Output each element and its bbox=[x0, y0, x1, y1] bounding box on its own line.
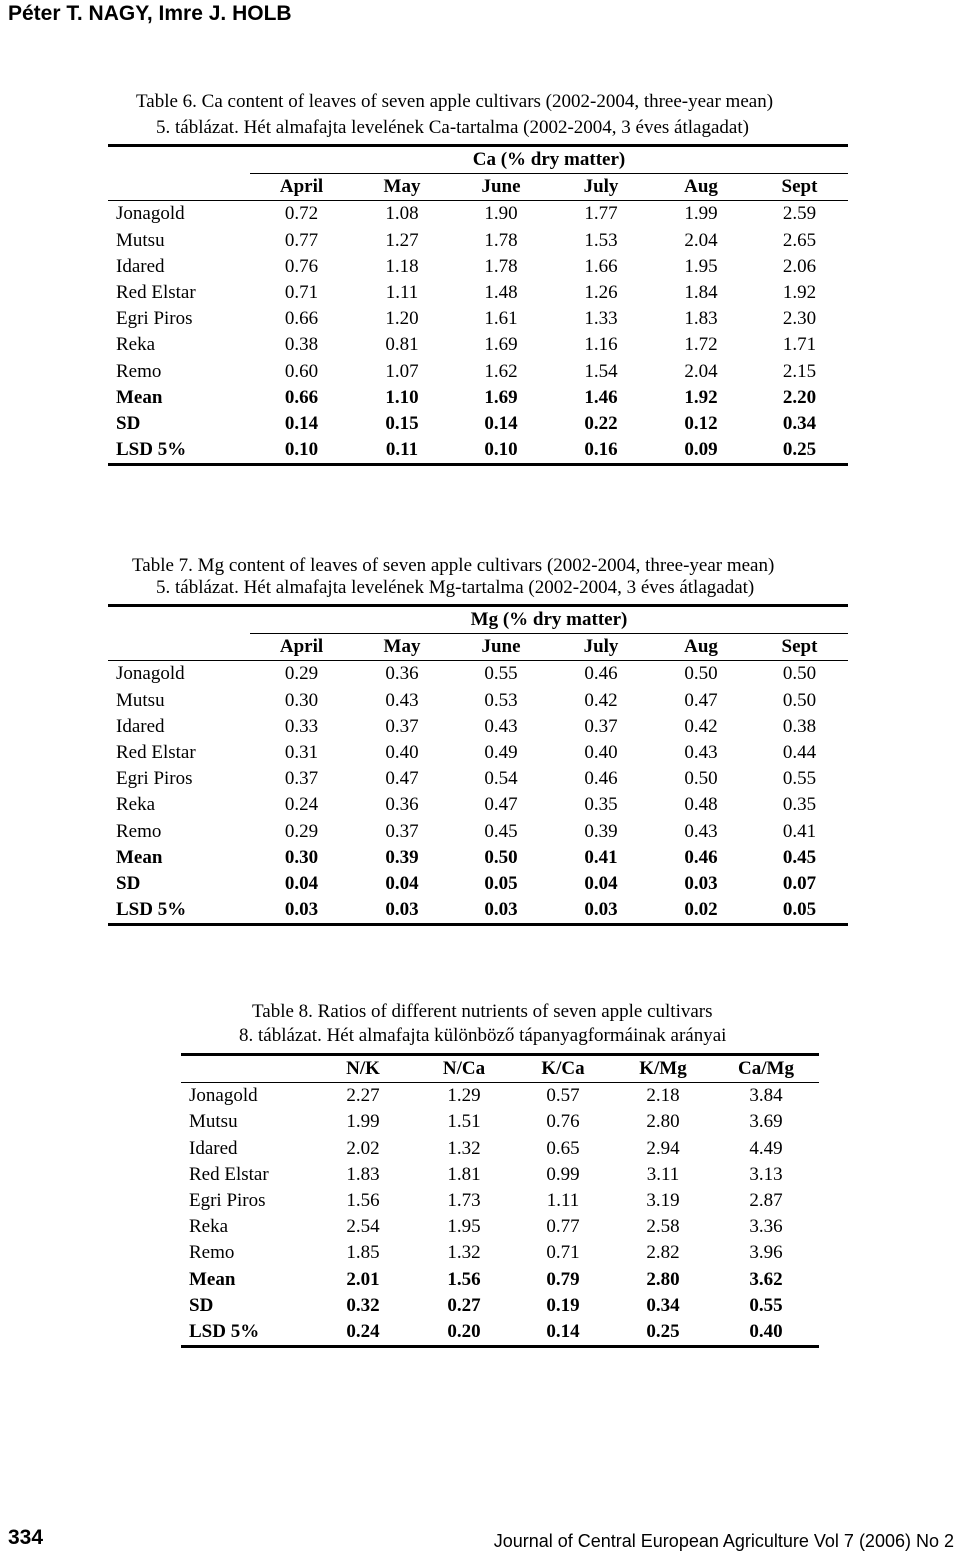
table-cell: 1.73 bbox=[447, 1190, 481, 1212]
table-cell: 1.95 bbox=[447, 1216, 481, 1238]
table-cell: 0.04 bbox=[284, 872, 319, 894]
table-cell: 0.12 bbox=[684, 412, 718, 434]
table-cell: 0.71 bbox=[284, 282, 319, 304]
table-cell: 0.14 bbox=[284, 412, 319, 434]
table-cell: 0.45 bbox=[782, 846, 817, 868]
table-row bbox=[181, 1083, 819, 1110]
table-cell: 2.82 bbox=[646, 1242, 680, 1264]
table-cell: 1.48 bbox=[484, 282, 518, 304]
table-cell: 1.26 bbox=[584, 282, 618, 304]
table-cell: 2.27 bbox=[346, 1085, 380, 1107]
table7 bbox=[108, 604, 848, 926]
table-cell: 0.16 bbox=[551, 437, 651, 465]
table-cell: 1.07 bbox=[385, 360, 419, 382]
table-cell: 0.55 bbox=[749, 1294, 783, 1316]
table-row bbox=[108, 871, 848, 897]
table-cell: 0.50 bbox=[684, 663, 718, 685]
table-cell: 1.77 bbox=[584, 203, 618, 225]
table-cell: 1.83 bbox=[684, 308, 718, 330]
row-label: SD bbox=[116, 412, 141, 434]
table-cell: 0.20 bbox=[415, 1319, 513, 1347]
table-row bbox=[108, 740, 848, 766]
column-header: Aug bbox=[651, 634, 751, 661]
table-cell: 0.46 bbox=[584, 663, 618, 685]
table-cell: 0.29 bbox=[284, 820, 319, 842]
corner-cell bbox=[108, 634, 250, 661]
column-header: Sept bbox=[751, 174, 848, 201]
table-cell: 0.34 bbox=[646, 1294, 680, 1316]
table-cell: 0.41 bbox=[782, 820, 817, 842]
table6 bbox=[108, 144, 848, 466]
table-cell: 1.33 bbox=[584, 308, 618, 330]
row-label: Jonagold bbox=[116, 663, 185, 685]
table-cell: 0.33 bbox=[284, 715, 319, 737]
table-cell: 0.03 bbox=[353, 897, 451, 925]
row-label: Jonagold bbox=[189, 1085, 258, 1107]
table-cell: 1.84 bbox=[684, 282, 718, 304]
table-cell: 1.72 bbox=[684, 334, 718, 356]
table-cell: 1.20 bbox=[385, 308, 419, 330]
row-label: SD bbox=[189, 1294, 214, 1316]
table-cell: 0.50 bbox=[684, 768, 718, 790]
table-cell: 0.77 bbox=[546, 1216, 580, 1238]
corner-cell bbox=[181, 1055, 311, 1083]
table-cell: 1.66 bbox=[584, 255, 618, 277]
column-header: April bbox=[250, 174, 353, 201]
table-cell: 0.46 bbox=[584, 768, 618, 790]
table-cell: 0.48 bbox=[684, 794, 718, 816]
table-cell: 0.37 bbox=[584, 715, 618, 737]
journal-footer: Journal of Central European Agriculture Vol 7 (2006) No 2 bbox=[493, 1531, 954, 1551]
group-header: Ca (% dry matter) bbox=[250, 146, 848, 174]
table-row bbox=[181, 1136, 819, 1162]
table-cell: 1.69 bbox=[484, 386, 518, 408]
row-label: Remo bbox=[189, 1242, 235, 1264]
table-cell: 1.18 bbox=[385, 255, 419, 277]
table-cell: 0.53 bbox=[484, 689, 518, 711]
table-cell: 2.80 bbox=[646, 1268, 680, 1290]
group-header-row bbox=[108, 146, 848, 174]
row-label: LSD 5% bbox=[108, 437, 250, 465]
table-cell: 0.30 bbox=[284, 846, 319, 868]
table-cell: 0.37 bbox=[385, 715, 419, 737]
table-cell: 0.32 bbox=[346, 1294, 380, 1316]
table-row bbox=[108, 228, 848, 254]
table-cell: 1.08 bbox=[385, 203, 419, 225]
table-cell: 0.35 bbox=[782, 794, 817, 816]
table-cell: 0.10 bbox=[250, 437, 353, 465]
table7-caption-en: Table 7. Mg content of leaves of seven apple cultivars (2002-2004, three-year mean) bbox=[132, 555, 775, 576]
running-header-authors: Péter T. NAGY, Imre J. HOLB bbox=[8, 2, 292, 25]
table-cell: 2.59 bbox=[782, 203, 817, 225]
table-row bbox=[108, 385, 848, 411]
table-cell: 0.60 bbox=[284, 360, 319, 382]
table-cell: 0.36 bbox=[385, 663, 419, 685]
table-cell: 0.79 bbox=[546, 1268, 580, 1290]
table-cell: 0.72 bbox=[284, 203, 319, 225]
table-cell: 0.10 bbox=[451, 437, 551, 465]
row-label: SD bbox=[116, 872, 141, 894]
table-cell: 0.30 bbox=[284, 689, 319, 711]
table-cell: 1.56 bbox=[346, 1190, 380, 1212]
table-cell: 0.65 bbox=[546, 1137, 580, 1159]
row-label: Red Elstar bbox=[116, 742, 196, 764]
row-label: Red Elstar bbox=[189, 1163, 269, 1185]
row-label: Remo bbox=[116, 820, 162, 842]
table-cell: 0.66 bbox=[284, 308, 319, 330]
row-label: Reka bbox=[116, 794, 156, 816]
table-cell: 2.18 bbox=[646, 1085, 680, 1107]
table-cell: 3.96 bbox=[749, 1242, 783, 1264]
table-cell: 0.44 bbox=[782, 742, 817, 764]
table-cell: 1.71 bbox=[782, 334, 817, 356]
row-label: Jonagold bbox=[116, 203, 185, 225]
table-cell: 0.09 bbox=[651, 437, 751, 465]
table-cell: 1.46 bbox=[584, 386, 618, 408]
table-cell: 1.51 bbox=[447, 1111, 481, 1133]
table-cell: 0.22 bbox=[584, 412, 618, 434]
column-header: June bbox=[451, 634, 551, 661]
table-row bbox=[108, 792, 848, 818]
row-label: Reka bbox=[189, 1216, 229, 1238]
row-label: LSD 5% bbox=[181, 1319, 311, 1347]
table-cell: 0.40 bbox=[713, 1319, 819, 1347]
table-cell: 0.50 bbox=[782, 689, 817, 711]
table-row bbox=[108, 766, 848, 792]
column-header: May bbox=[353, 634, 451, 661]
column-header: July bbox=[551, 634, 651, 661]
table-cell: 3.62 bbox=[749, 1268, 783, 1290]
table-cell: 1.83 bbox=[346, 1163, 380, 1185]
table-row bbox=[108, 201, 848, 228]
table-cell: 0.29 bbox=[284, 663, 319, 685]
table-row bbox=[108, 845, 848, 871]
table-row bbox=[108, 411, 848, 437]
column-header-row bbox=[181, 1055, 819, 1083]
row-label: Egri Piros bbox=[189, 1190, 266, 1212]
table-row bbox=[108, 306, 848, 332]
table-cell: 1.90 bbox=[484, 203, 518, 225]
table-cell: 4.49 bbox=[749, 1137, 783, 1159]
table-cell: 0.04 bbox=[385, 872, 419, 894]
table-cell: 0.31 bbox=[284, 742, 319, 764]
row-label: Mean bbox=[116, 846, 163, 868]
table-cell: 0.55 bbox=[484, 663, 518, 685]
column-header: K/Mg bbox=[613, 1055, 713, 1083]
table-row bbox=[181, 1267, 819, 1293]
table-cell: 1.61 bbox=[484, 308, 518, 330]
table-cell: 2.58 bbox=[646, 1216, 680, 1238]
table-cell: 1.92 bbox=[782, 282, 817, 304]
row-label: Mutsu bbox=[116, 689, 165, 711]
corner-cell bbox=[108, 606, 250, 634]
table-cell: 0.24 bbox=[284, 794, 319, 816]
table-cell: 2.65 bbox=[782, 229, 817, 251]
table-cell: 0.40 bbox=[584, 742, 618, 764]
table-cell: 1.53 bbox=[584, 229, 618, 251]
table-cell: 0.39 bbox=[584, 820, 618, 842]
table-cell: 2.87 bbox=[749, 1190, 783, 1212]
table-cell: 1.99 bbox=[346, 1111, 380, 1133]
table-row bbox=[181, 1319, 819, 1347]
table-row bbox=[181, 1293, 819, 1319]
table6-caption-en: Table 6. Ca content of leaves of seven apple cultivars (2002-2004, three-year mean) bbox=[136, 91, 774, 112]
table-cell: 0.47 bbox=[684, 689, 718, 711]
table-cell: 1.11 bbox=[385, 282, 419, 304]
table-cell: 0.39 bbox=[385, 846, 419, 868]
table-cell: 0.34 bbox=[782, 412, 817, 434]
table-cell: 0.37 bbox=[284, 768, 319, 790]
table-cell: 0.35 bbox=[584, 794, 618, 816]
table-cell: 1.27 bbox=[385, 229, 419, 251]
row-label: Remo bbox=[116, 360, 162, 382]
row-label: Egri Piros bbox=[116, 768, 193, 790]
table-row bbox=[108, 254, 848, 280]
table-cell: 1.54 bbox=[584, 360, 618, 382]
table-cell: 1.92 bbox=[684, 386, 718, 408]
column-header: Aug bbox=[651, 174, 751, 201]
table-cell: 0.36 bbox=[385, 794, 419, 816]
column-header: May bbox=[353, 174, 451, 201]
table-row bbox=[181, 1162, 819, 1188]
table-cell: 2.06 bbox=[782, 255, 817, 277]
table-cell: 0.15 bbox=[385, 412, 419, 434]
table-row bbox=[181, 1109, 819, 1135]
table-cell: 0.41 bbox=[584, 846, 618, 868]
row-label: Mean bbox=[189, 1268, 236, 1290]
table-cell: 0.42 bbox=[584, 689, 618, 711]
table8-caption-en: Table 8. Ratios of different nutrients of seven apple cultivars bbox=[252, 1001, 713, 1022]
group-header: Mg (% dry matter) bbox=[250, 606, 848, 634]
table-cell: 0.42 bbox=[684, 715, 718, 737]
table-cell: 2.30 bbox=[782, 308, 817, 330]
column-header-row bbox=[108, 174, 848, 201]
table-cell: 2.01 bbox=[346, 1268, 380, 1290]
table-cell: 3.69 bbox=[749, 1111, 783, 1133]
table7-caption-hu: 5. táblázat. Hét almafajta levelének Mg-tartalma (2002-2004, 3 éves átlagadat) bbox=[156, 577, 755, 598]
corner-cell bbox=[108, 146, 250, 174]
table-cell: 0.57 bbox=[546, 1085, 580, 1107]
table-cell: 0.04 bbox=[584, 872, 618, 894]
table-cell: 0.14 bbox=[513, 1319, 613, 1347]
table-row bbox=[108, 359, 848, 385]
row-label: Reka bbox=[116, 334, 156, 356]
table-cell: 0.43 bbox=[684, 820, 718, 842]
column-header: Ca/Mg bbox=[713, 1055, 819, 1083]
table-cell: 0.03 bbox=[684, 872, 718, 894]
row-label: Idared bbox=[189, 1137, 238, 1159]
table-cell: 0.45 bbox=[484, 820, 518, 842]
row-label: Egri Piros bbox=[116, 308, 193, 330]
table-cell: 0.81 bbox=[385, 334, 419, 356]
table-cell: 1.95 bbox=[684, 255, 718, 277]
table-cell: 0.25 bbox=[613, 1319, 713, 1347]
group-header-row bbox=[108, 606, 848, 634]
table-cell: 3.13 bbox=[749, 1163, 783, 1185]
table-cell: 0.37 bbox=[385, 820, 419, 842]
row-label: Red Elstar bbox=[116, 282, 196, 304]
table-cell: 2.04 bbox=[684, 360, 718, 382]
column-header: April bbox=[250, 634, 353, 661]
table8-caption-hu: 8. táblázat. Hét almafajta különböző tápanyagformáinak arányai bbox=[239, 1025, 727, 1046]
table-cell: 2.04 bbox=[684, 229, 718, 251]
column-header: N/K bbox=[311, 1055, 415, 1083]
table-cell: 0.43 bbox=[484, 715, 518, 737]
table-cell: 0.46 bbox=[684, 846, 718, 868]
table-cell: 0.54 bbox=[484, 768, 518, 790]
table-cell: 0.05 bbox=[751, 897, 848, 925]
table-row bbox=[108, 714, 848, 740]
table-cell: 3.11 bbox=[646, 1163, 680, 1185]
column-header-row bbox=[108, 634, 848, 661]
table-cell: 1.81 bbox=[447, 1163, 481, 1185]
table-cell: 0.40 bbox=[385, 742, 419, 764]
table-cell: 1.78 bbox=[484, 229, 518, 251]
table-row bbox=[181, 1240, 819, 1266]
table-cell: 3.84 bbox=[749, 1085, 783, 1107]
table-cell: 1.10 bbox=[385, 386, 419, 408]
table-cell: 0.43 bbox=[684, 742, 718, 764]
table-row bbox=[181, 1214, 819, 1240]
table-cell: 1.56 bbox=[447, 1268, 481, 1290]
row-label: LSD 5% bbox=[108, 897, 250, 925]
table6-caption-hu: 5. táblázat. Hét almafajta levelének Ca-tartalma (2002-2004, 3 éves átlagadat) bbox=[156, 117, 749, 138]
table-row bbox=[108, 437, 848, 465]
table-cell: 0.49 bbox=[484, 742, 518, 764]
row-label: Mutsu bbox=[116, 229, 165, 251]
table-row bbox=[108, 332, 848, 358]
column-header: N/Ca bbox=[415, 1055, 513, 1083]
table-cell: 0.03 bbox=[551, 897, 651, 925]
table-cell: 3.19 bbox=[646, 1190, 680, 1212]
table-cell: 0.55 bbox=[782, 768, 817, 790]
table-cell: 1.78 bbox=[484, 255, 518, 277]
table-cell: 0.66 bbox=[284, 386, 319, 408]
table-cell: 0.02 bbox=[651, 897, 751, 925]
table-cell: 0.38 bbox=[284, 334, 319, 356]
row-label: Mean bbox=[116, 386, 163, 408]
table-cell: 0.43 bbox=[385, 689, 419, 711]
table-cell: 1.11 bbox=[546, 1190, 580, 1212]
table-cell: 0.05 bbox=[484, 872, 518, 894]
column-header: June bbox=[451, 174, 551, 201]
table-row bbox=[108, 897, 848, 925]
table-cell: 0.77 bbox=[284, 229, 319, 251]
row-label: Idared bbox=[116, 715, 165, 737]
table-cell: 0.14 bbox=[484, 412, 518, 434]
table-cell: 0.99 bbox=[546, 1163, 580, 1185]
table-cell: 0.47 bbox=[484, 794, 518, 816]
table-cell: 0.11 bbox=[353, 437, 451, 465]
table-cell: 0.07 bbox=[782, 872, 817, 894]
table-row bbox=[181, 1188, 819, 1214]
table-cell: 0.25 bbox=[751, 437, 848, 465]
table8 bbox=[181, 1053, 819, 1348]
row-label: Mutsu bbox=[189, 1111, 238, 1133]
table-cell: 3.36 bbox=[749, 1216, 783, 1238]
table-row bbox=[108, 661, 848, 688]
table-cell: 1.69 bbox=[484, 334, 518, 356]
table-cell: 1.29 bbox=[447, 1085, 481, 1107]
table-cell: 0.24 bbox=[311, 1319, 415, 1347]
table-cell: 1.99 bbox=[684, 203, 718, 225]
table-cell: 0.19 bbox=[546, 1294, 580, 1316]
table-cell: 2.20 bbox=[782, 386, 817, 408]
table-cell: 1.16 bbox=[584, 334, 618, 356]
table-cell: 1.32 bbox=[447, 1137, 481, 1159]
table-cell: 0.47 bbox=[385, 768, 419, 790]
table-cell: 2.54 bbox=[346, 1216, 380, 1238]
table-cell: 2.15 bbox=[782, 360, 817, 382]
table-cell: 0.27 bbox=[447, 1294, 481, 1316]
table-cell: 0.50 bbox=[484, 846, 518, 868]
corner-cell bbox=[108, 174, 250, 201]
page-number: 334 bbox=[8, 1526, 44, 1549]
table-cell: 0.76 bbox=[546, 1111, 580, 1133]
column-header: K/Ca bbox=[513, 1055, 613, 1083]
column-header: Sept bbox=[751, 634, 848, 661]
table-cell: 2.94 bbox=[646, 1137, 680, 1159]
table-cell: 0.03 bbox=[451, 897, 551, 925]
table-cell: 0.38 bbox=[782, 715, 817, 737]
table-cell: 0.76 bbox=[284, 255, 319, 277]
table-cell: 0.71 bbox=[546, 1242, 580, 1264]
table-row bbox=[108, 688, 848, 714]
table-cell: 1.85 bbox=[346, 1242, 380, 1264]
table-cell: 1.32 bbox=[447, 1242, 481, 1264]
table-row bbox=[108, 280, 848, 306]
table-row bbox=[108, 819, 848, 845]
table-cell: 0.50 bbox=[782, 663, 817, 685]
table-cell: 2.02 bbox=[346, 1137, 380, 1159]
table-cell: 2.80 bbox=[646, 1111, 680, 1133]
table-cell: 0.03 bbox=[250, 897, 353, 925]
column-header: July bbox=[551, 174, 651, 201]
row-label: Idared bbox=[116, 255, 165, 277]
table-cell: 1.62 bbox=[484, 360, 518, 382]
